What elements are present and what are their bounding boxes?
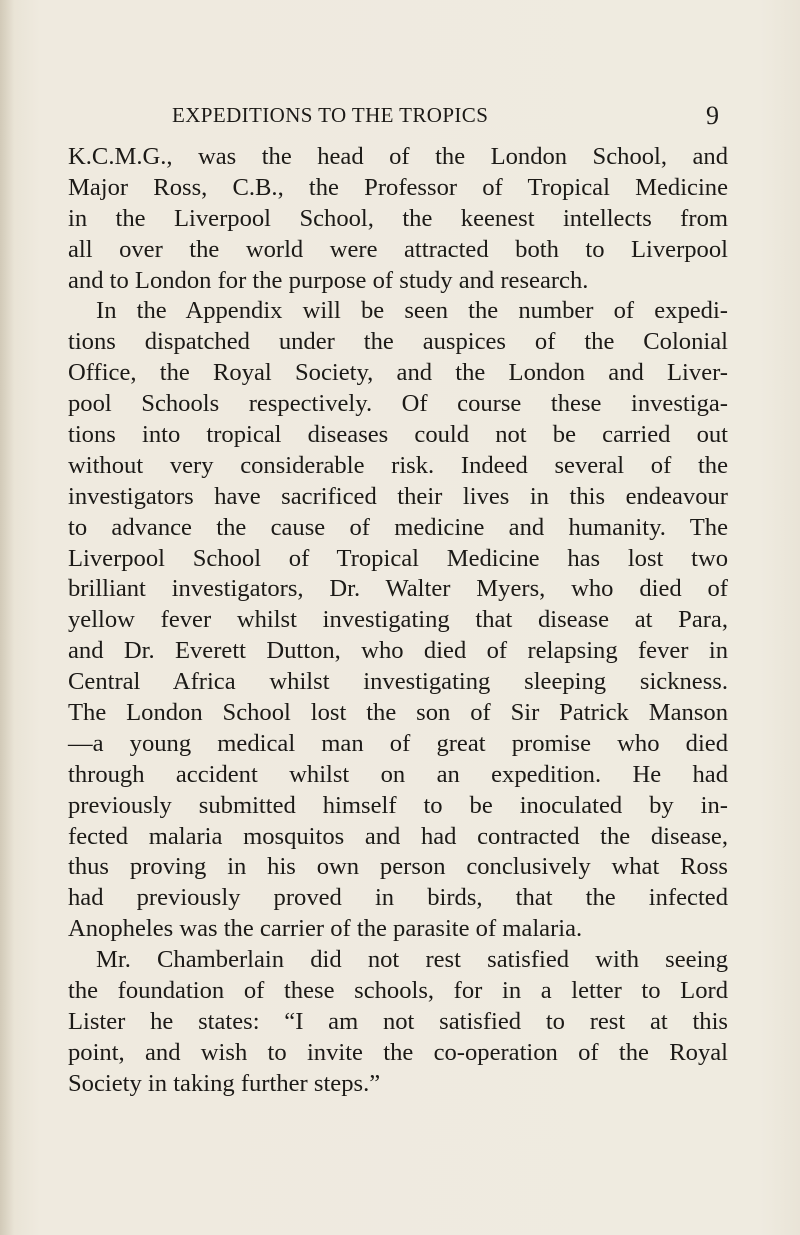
text-line: the foundation of these schools, for in a letter to Lord — [68, 977, 728, 1005]
text-line: pool Schools respectively. Of course these investiga- — [68, 390, 728, 418]
body-text — [68, 142, 728, 1100]
text-line: Lister he states: “I am not satisfied to rest at this — [68, 1007, 728, 1035]
running-header-title: EXPEDITIONS TO THE TROPICS — [172, 103, 489, 127]
text-line: without very considerable risk. Indeed several of the — [68, 451, 728, 479]
text-line: point, and wish to invite the co-operation of the Royal — [68, 1038, 728, 1066]
text-line: brilliant investigators, Dr. Walter Myers, who died of — [68, 575, 728, 603]
paragraph-continuation — [68, 142, 728, 296]
text-line: Office, the Royal Society, and the London and Liver- — [68, 359, 728, 387]
text-line: through accident whilst on an expedition. He had — [68, 760, 728, 788]
text-line: had previously proved in birds, that the infected — [68, 884, 728, 912]
text-line: Society in taking further steps.” — [68, 1069, 381, 1097]
text-line: thus proving in his own person conclusively what Ross — [68, 853, 728, 881]
text-line: investigators have sacrificed their lives in this endeavour — [68, 482, 728, 510]
text-line: The London School lost the son of Sir Patrick Manson — [68, 699, 728, 727]
text-line: tions into tropical diseases could not be carried out — [68, 421, 728, 449]
page-number: 9 — [706, 101, 719, 130]
paragraph-chamberlain — [68, 945, 728, 1099]
text-line: in the Liverpool School, the keenest intellects from — [68, 204, 728, 232]
paragraph-expeditions — [68, 296, 728, 945]
text-line: and to London for the purpose of study and research. — [68, 266, 589, 294]
text-line: Liverpool School of Tropical Medicine has lost two — [68, 544, 728, 572]
text-line: Central Africa whilst investigating sleeping sickness. — [68, 668, 728, 696]
text-line: yellow fever whilst investigating that disease at Para, — [68, 606, 728, 634]
text-line: Mr. Chamberlain did not rest satisfied with seeing — [96, 946, 728, 974]
text-line: K.C.M.G., was the head of the London School, and — [68, 143, 728, 170]
text-line: all over the world were attracted both to Liverpool — [68, 235, 728, 263]
binding-gutter-shadow — [0, 0, 14, 1235]
text-line: Anopheles was the carrier of the parasite of malaria. — [68, 915, 583, 943]
text-line: Major Ross, C.B., the Professor of Tropical Medicine — [68, 173, 728, 201]
text-line: fected malaria mosquitos and had contracted the disease, — [68, 822, 728, 850]
text-line: tions dispatched under the auspices of the Colonial — [68, 328, 728, 356]
text-line: In the Appendix will be seen the number of expedi- — [96, 297, 728, 325]
text-line: and Dr. Everett Dutton, who died of relapsing fever in — [68, 637, 728, 665]
text-line: —a young medical man of great promise who died — [68, 729, 728, 757]
text-line: to advance the cause of medicine and humanity. The — [68, 513, 728, 541]
text-line: previously submitted himself to be inoculated by in- — [68, 791, 728, 819]
